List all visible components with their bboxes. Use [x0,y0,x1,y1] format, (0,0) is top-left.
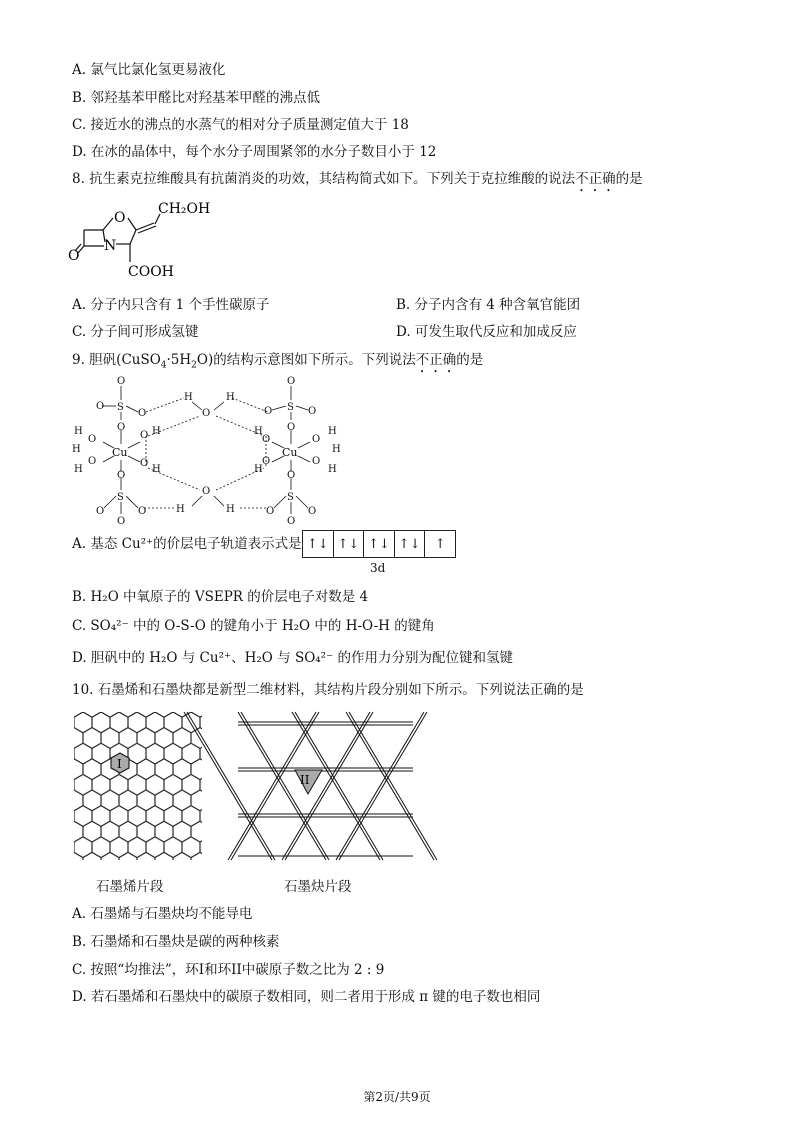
svg-text:S: S [117,402,124,413]
orbital-box: ↑↓ [303,531,334,557]
q7-option-d: D. 在冰的晶体中，每个水分子周围紧邻的水分子数目小于 12 [72,144,437,160]
q8-option-c: C. 分子间可形成氢键 [72,324,199,340]
q9-option-c: C. SO₄²⁻ 中的 O-S-O 的键角小于 H₂O 中的 H-O-H 的键角 [72,618,435,634]
svg-text:O: O [88,456,97,467]
q10-option-a: A. 石墨烯与石墨炔均不能导电 [72,906,253,922]
svg-text:O: O [287,422,296,433]
q10-option-d: D. 若石墨烯和石墨炔中的碳原子数相同，则二者用于形成 π 键的电子数也相同 [72,989,541,1005]
svg-text:H: H [226,504,235,515]
svg-text:O: O [262,456,271,467]
svg-text:O: O [287,470,296,481]
svg-text:O: O [117,516,126,527]
svg-text:O: O [264,406,273,417]
svg-text:O: O [312,434,321,445]
ch2oh-label: CH₂OH [158,201,211,217]
clavulanic-acid-structure [70,198,250,283]
svg-text:O: O [138,408,147,419]
orbital-box: ↑↓ [395,531,426,557]
q9-option-b: B. H₂O 中氧原子的 VSEPR 的价层电子对数是 4 [72,589,369,605]
svg-text:H: H [176,504,185,515]
svg-text:H: H [184,392,193,403]
svg-text:O: O [262,434,271,445]
page-footer: 第2页/共9页 [363,1090,431,1104]
svg-text:O: O [202,486,211,497]
ring-i-label: I [117,757,122,771]
q8-option-d: D. 可发生取代反应和加成反应 [396,324,577,340]
svg-text:O: O [96,401,105,412]
graphene-fragment [74,712,202,860]
copper-sulfate-pentahydrate-structure [68,372,358,527]
q9-stem: 9. 胆矾$(CuSO_4\cdot 5H_2O)$的结构示意图如下所示。下列说法不正确的是 [72,352,484,371]
q9-option-a: A. 基态 Cu²⁺的价层电子轨道表示式是 [72,536,302,552]
svg-text:O: O [287,376,296,387]
svg-text:H: H [72,444,81,455]
svg-text:H: H [254,426,263,437]
svg-text:O: O [266,506,275,517]
svg-text:S: S [117,492,124,503]
svg-text:O: O [202,408,211,419]
graphene-caption: 石墨烯片段 [96,879,164,895]
orbital-diagram [302,530,456,558]
svg-text:O: O [308,406,317,417]
cooh-label: COOH [128,264,174,280]
svg-text:Cu: Cu [112,446,128,459]
svg-text:O: O [308,506,317,517]
svg-text:H: H [328,426,337,437]
svg-text:O: O [287,516,296,527]
orbital-box: ↑↓ [364,531,395,557]
graphdiyne-caption: 石墨炔片段 [284,879,352,895]
orbital-box: ↑↓ [334,531,365,557]
q7-option-a: A. 氯气比氯化氢更易液化 [72,62,226,78]
ring-ii-label: II [300,773,310,787]
q8-option-a: A. 分子内只含有 1 个手性碳原子 [72,297,270,313]
orbital-box: ↑ [434,536,446,552]
emphasis-text: 不正确 [575,171,616,187]
graphdiyne-fragment [238,712,413,860]
emphasis-text: 不正确 [415,352,457,368]
svg-text:S: S [287,402,294,413]
svg-text:Cu: Cu [282,446,298,459]
svg-text:O: O [117,422,126,433]
svg-text:O: O [140,430,149,441]
svg-text:H: H [328,464,337,475]
q8-stem: 8. 抗生素克拉维酸具有抗菌消炎的功效，其结构简式如下。下列关于克拉维酸的说法不正确的是 [72,171,643,187]
nitrogen-label: N [104,238,117,254]
svg-text:S: S [287,492,294,503]
q9-option-d: D. 胆矾中的 H₂O 与 Cu²⁺、H₂O 与 SO₄²⁻ 的作用力分别为配位键和氢键 [72,650,514,666]
svg-text:O: O [138,506,147,517]
svg-text:O: O [140,458,149,469]
svg-text:O: O [312,456,321,467]
q10-stem: 10. 石墨烯和石墨炔都是新型二维材料，其结构片段分别如下所示。下列说法正确的是 [72,682,584,698]
svg-text:H: H [74,464,83,475]
svg-text:H: H [152,464,161,475]
q10-option-b: B. 石墨烯和石墨炔是碳的两种核素 [72,934,280,950]
ring-oxygen-label: O [114,210,126,226]
svg-text:H: H [332,444,341,455]
svg-text:H: H [226,392,235,403]
q7-option-b: B. 邻羟基苯甲醛比对羟基苯甲醛的沸点低 [72,90,321,106]
svg-text:H: H [74,426,83,437]
orbital-label: 3d [370,561,386,575]
svg-text:O: O [117,470,126,481]
q8-option-b: B. 分子内含有 4 种含氧官能团 [396,297,581,313]
q7-option-c: C. 接近水的沸点的水蒸气的相对分子质量测定值大于 18 [72,117,409,133]
svg-text:O: O [96,506,105,517]
svg-text:O: O [88,434,97,445]
keto-oxygen-label: O [68,248,80,264]
svg-text:O: O [117,376,126,387]
q10-option-c: C. 按照“均推法”，环I和环II中碳原子数之比为 2 : 9 [72,962,385,978]
svg-text:H: H [152,426,161,437]
svg-text:H: H [254,464,263,475]
